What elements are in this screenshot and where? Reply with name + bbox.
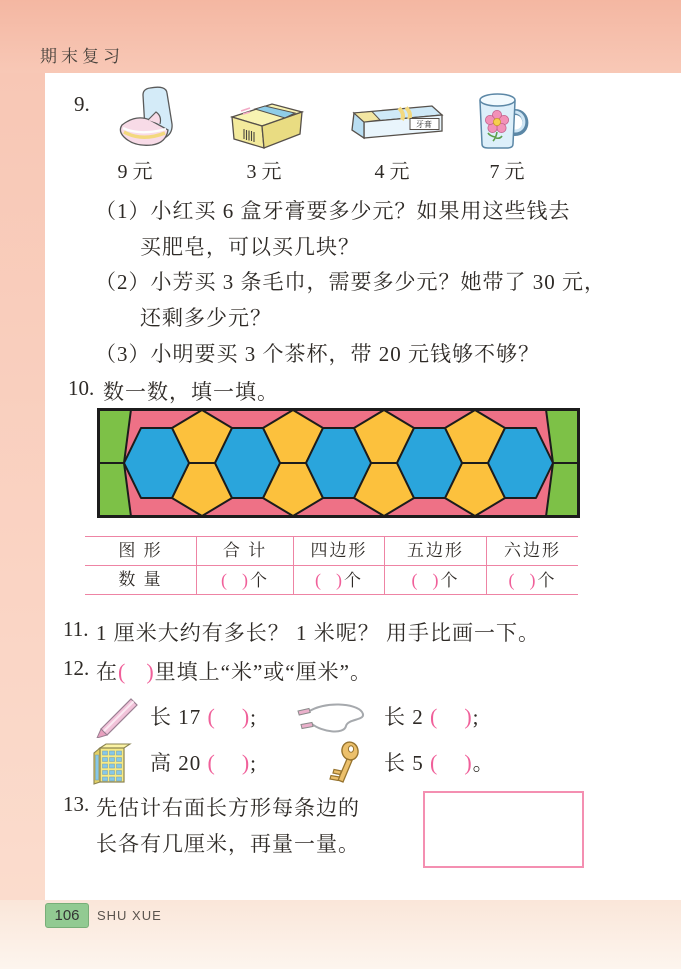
towel-icon xyxy=(110,84,186,152)
count-cell-penta: ( )个 xyxy=(384,566,486,594)
th-shape: 图 形 xyxy=(118,541,163,560)
q12-intro: 在( )里填上“米”或“厘米”。 xyxy=(96,659,372,684)
row-label: 数 量 xyxy=(118,570,163,589)
q12-number: 12. xyxy=(63,656,90,680)
th-total: 合 计 xyxy=(196,537,293,565)
q12-item-rope: 长 2 ( ); xyxy=(384,704,480,729)
q11-number: 11. xyxy=(63,617,89,641)
toothpaste-icon xyxy=(342,102,446,148)
q12-item-building: 高 20 ( ); xyxy=(150,750,257,775)
price-mug: 7 元 xyxy=(489,161,525,183)
q9-sub3-line: （3）小明要买 3 个茶杯，带 20 元钱够不够？ xyxy=(95,342,540,366)
building-icon xyxy=(90,740,138,788)
q10-title: 数一数，填一填。 xyxy=(103,380,279,404)
q9-sub2-line2: 还剩多少元？ xyxy=(140,306,272,330)
price-toothpaste: 4 元 xyxy=(374,161,410,183)
q9-number: 9. xyxy=(74,92,90,116)
rope-icon xyxy=(294,699,378,741)
table-count-row xyxy=(85,566,578,594)
left-band xyxy=(0,73,45,900)
count-cell-quad: ( )个 xyxy=(293,566,384,594)
q9-sub1-line1: （1）小红买 6 盒牙膏要多少元？如果用这些钱去 xyxy=(95,199,571,223)
price-towel: 9 元 xyxy=(117,161,153,183)
q11-text: 1 厘米大约有多长？ 1 米呢？ 用手比画一下。 xyxy=(96,621,540,645)
q10-number: 10. xyxy=(68,376,95,400)
q13-line1: 先估计右面长方形每条边的 xyxy=(96,796,360,820)
key-icon xyxy=(326,740,366,788)
pattern-strip xyxy=(97,408,580,518)
toothpaste-label: 牙膏 xyxy=(416,120,432,129)
q13-number: 13. xyxy=(63,792,90,816)
q12-item-pencil: 长 17 ( ); xyxy=(150,704,257,729)
th-quad: 四边形 xyxy=(293,537,384,565)
q9-sub1-line2: 买肥皂，可以买几块？ xyxy=(140,235,360,259)
q12-item-key: 长 5 ( )。 xyxy=(384,750,495,775)
q13-line2: 长各有几厘米，再量一量。 xyxy=(96,832,360,856)
table-header-row xyxy=(85,537,578,566)
q10-table xyxy=(85,536,578,595)
pencil-icon xyxy=(92,696,140,738)
page-header-title: 期末复习 xyxy=(40,47,124,66)
q9-sub2-line1: （2）小芳买 3 条毛巾，需要多少元？她带了 30 元， xyxy=(95,270,606,294)
mug-icon xyxy=(474,88,534,154)
page-number-badge: 106 xyxy=(45,903,89,928)
th-hexa: 六边形 xyxy=(486,537,578,565)
th-penta: 五边形 xyxy=(384,537,486,565)
price-soap: 3 元 xyxy=(246,161,282,183)
count-cell-hexa: ( )个 xyxy=(486,566,578,594)
soap-icon xyxy=(224,98,308,154)
count-cell-total: ( )个 xyxy=(196,566,293,594)
footer-subject-label: SHU XUE xyxy=(97,908,162,923)
measure-rectangle xyxy=(423,791,584,868)
